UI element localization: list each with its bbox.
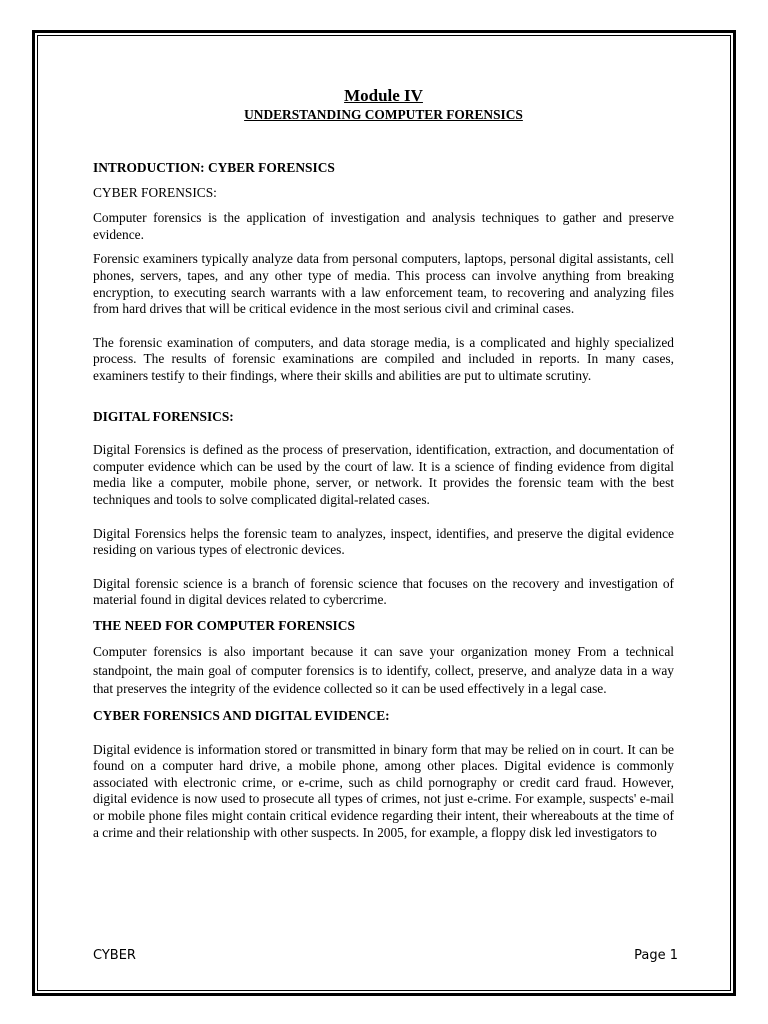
footer-page-number: Page 1	[634, 948, 678, 963]
intro-heading: INTRODUCTION: CYBER FORENSICS	[93, 160, 335, 175]
digital-paragraph-3: Digital forensic science is a branch of forensic science that focuses on the recovery and investigation of material found in digital devices related to cybercrime.	[93, 575, 674, 608]
module-title: Module IV	[344, 86, 423, 105]
digital-paragraph-2: Digital Forensics helps the forensic team to analyzes, inspect, identifies, and preserve the digital evidence residing on various types of electronic devices.	[93, 525, 674, 558]
intro-paragraph-3: The forensic examination of computers, and data storage media, is a complicated and highly specialized process. The results of forensic examinations are compiled and included in reports. In many cases, examiners testify to their findings, where their skills and abilities are put to ultimate scrutiny.	[93, 334, 674, 383]
module-subtitle: UNDERSTANDING COMPUTER FORENSICS	[244, 107, 523, 122]
intro-subheading: CYBER FORENSICS:	[93, 184, 217, 200]
need-heading: THE NEED FOR COMPUTER FORENSICS	[93, 617, 355, 633]
intro-paragraph-2: Forensic examiners typically analyze data from personal computers, laptops, personal digital assistants, cell phones, servers, tapes, and any other type of media. This process can involve anything from breaking encryption, to executing search warrants with a law enforcement team, to recovering and analyzing files from hard drives that will be critical evidence in the most serious civil and criminal cases.	[93, 251, 674, 317]
evidence-heading: CYBER FORENSICS AND DIGITAL EVIDENCE:	[93, 707, 390, 723]
digital-heading: DIGITAL FORENSICS:	[93, 408, 234, 424]
document-page	[93, 85, 674, 841]
footer-left-text: CYBER	[93, 948, 136, 963]
intro-paragraph-1: Computer forensics is the application of investigation and analysis techniques to gather and preserve evidence.	[93, 210, 674, 242]
digital-paragraph-1: Digital Forensics is defined as the process of preservation, identification, extraction, and documentation of computer evidence which can be used by the court of law. It is a science of finding evidence from digital media like a computer, mobile phone, server, or network. It provides the forensic team with the best techniques and tools to solve complicated digital-related cases.	[93, 442, 674, 507]
evidence-paragraph: Digital evidence is information stored or transmitted in binary form that may be relied on in court. It can be found on a computer hard drive, a mobile phone, among other places. Digital evidence is commonly associated with electronic crime, or e-crime, such as child pornography or credit card fraud. However, digital evidence is now used to prosecute all types of crimes, not just e-crime. For example, suspects' e-mail or mobile phone files might contain critical evidence regarding their intent, their whereabouts at the time of a crime and their relationship with other suspects. In 2005, for example, a floppy disk led investigators to	[93, 741, 674, 840]
need-paragraph: Computer forensics is also important because it can save your organization money From a technical standpoint, the main goal of computer forensics is to identify, collect, preserve, and analyze data in a way that preserves the integrity of the evidence collected so it can be used effectively in a legal case.	[93, 644, 674, 697]
